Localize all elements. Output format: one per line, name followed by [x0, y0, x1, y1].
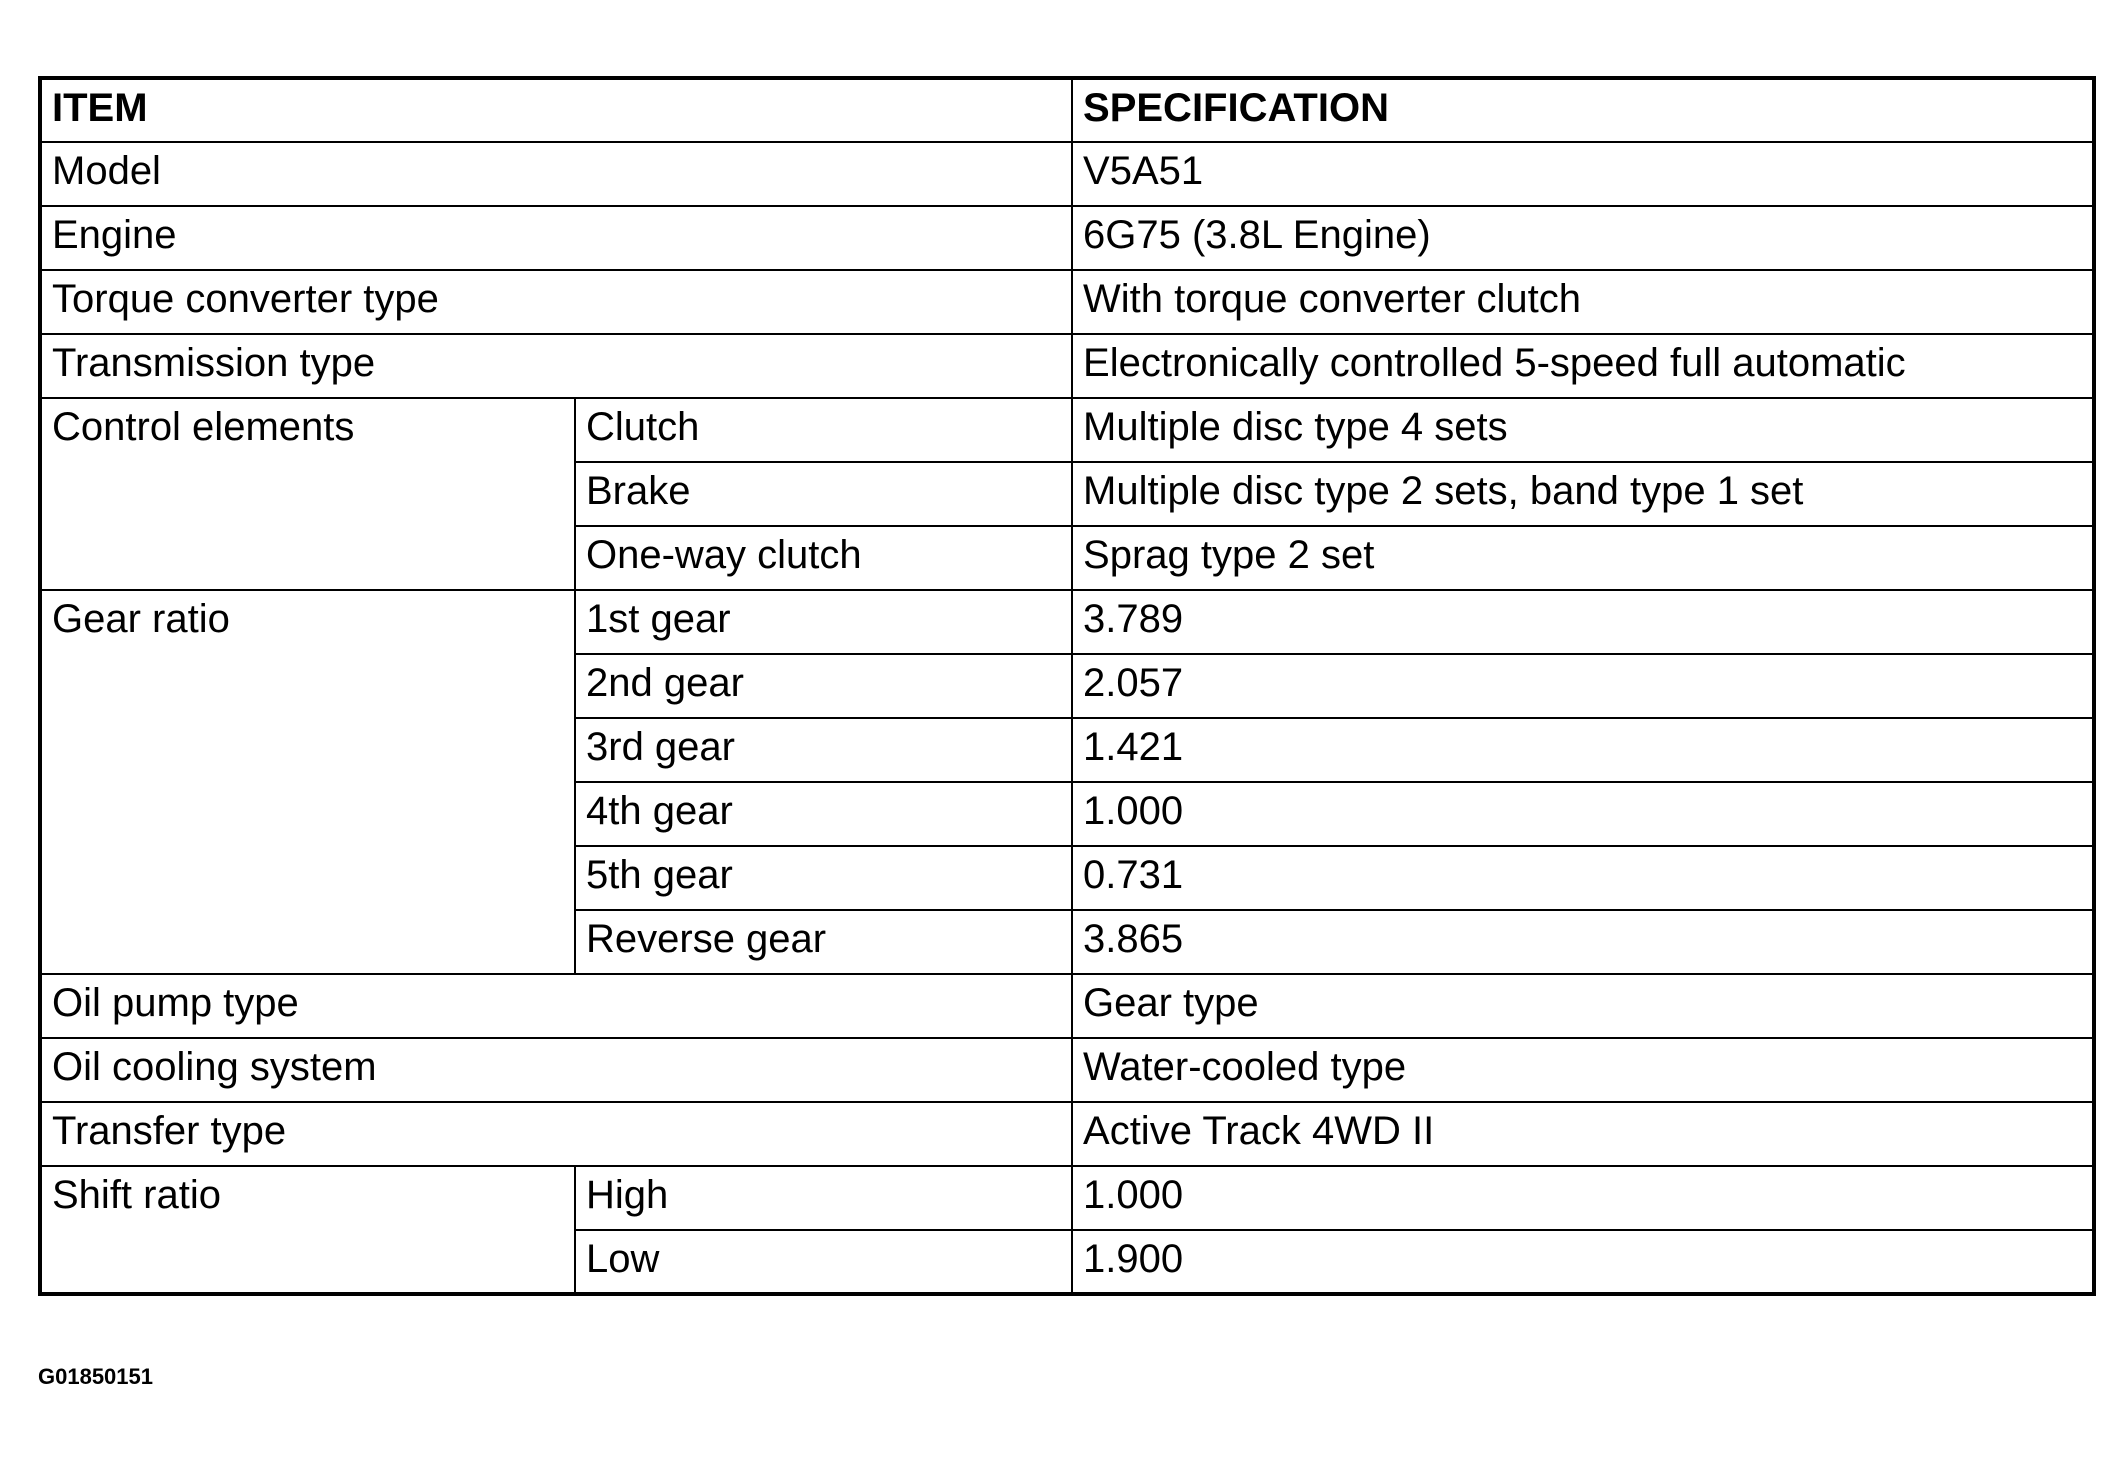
spec-cell: With torque converter clutch	[1072, 270, 2094, 334]
spec-cell: Electronically controlled 5-speed full automatic	[1072, 334, 2094, 398]
sub-item-cell: Clutch	[575, 398, 1072, 462]
sub-item-cell: 1st gear	[575, 590, 1072, 654]
spec-cell: 3.789	[1072, 590, 2094, 654]
item-cell: Oil pump type	[40, 974, 1072, 1038]
sub-item-cell: 3rd gear	[575, 718, 1072, 782]
item-cell: Oil cooling system	[40, 1038, 1072, 1102]
spec-cell: 1.000	[1072, 1166, 2094, 1230]
sub-item-cell: One-way clutch	[575, 526, 1072, 590]
item-cell: Transmission type	[40, 334, 1072, 398]
table-row	[40, 1166, 2094, 1230]
table-header-row	[40, 78, 2094, 142]
table-row	[40, 142, 2094, 206]
spec-cell: 2.057	[1072, 654, 2094, 718]
spec-cell: 1.000	[1072, 782, 2094, 846]
table-row	[40, 1102, 2094, 1166]
table-row	[40, 590, 2094, 654]
spec-cell: 6G75 (3.8L Engine)	[1072, 206, 2094, 270]
specification-table	[38, 76, 2096, 1296]
spec-cell: Sprag type 2 set	[1072, 526, 2094, 590]
spec-cell: Active Track 4WD II	[1072, 1102, 2094, 1166]
item-cell: Engine	[40, 206, 1072, 270]
spec-cell: 3.865	[1072, 910, 2094, 974]
group-item-cell: Control elements	[40, 398, 575, 590]
table-row	[40, 974, 2094, 1038]
spec-cell: 1.421	[1072, 718, 2094, 782]
table-row	[40, 334, 2094, 398]
figure-code: G01850151	[38, 1364, 153, 1389]
group-item-cell: Gear ratio	[40, 590, 575, 974]
spec-cell: Multiple disc type 4 sets	[1072, 398, 2094, 462]
sub-item-cell: Reverse gear	[575, 910, 1072, 974]
item-cell: Transfer type	[40, 1102, 1072, 1166]
header-item: ITEM	[40, 78, 1072, 142]
group-item-cell: Shift ratio	[40, 1166, 575, 1294]
spec-cell: 1.900	[1072, 1230, 2094, 1294]
table-row	[40, 398, 2094, 462]
sub-item-cell: 4th gear	[575, 782, 1072, 846]
spec-cell: Water-cooled type	[1072, 1038, 2094, 1102]
item-cell: Torque converter type	[40, 270, 1072, 334]
item-cell: Model	[40, 142, 1072, 206]
sub-item-cell: High	[575, 1166, 1072, 1230]
table-row	[40, 1038, 2094, 1102]
spec-cell: 0.731	[1072, 846, 2094, 910]
spec-cell: Multiple disc type 2 sets, band type 1 set	[1072, 462, 2094, 526]
table-row	[40, 270, 2094, 334]
spec-cell: V5A51	[1072, 142, 2094, 206]
sub-item-cell: 5th gear	[575, 846, 1072, 910]
sub-item-cell: Low	[575, 1230, 1072, 1294]
spec-cell: Gear type	[1072, 974, 2094, 1038]
sub-item-cell: 2nd gear	[575, 654, 1072, 718]
table-row	[40, 206, 2094, 270]
header-specification: SPECIFICATION	[1072, 78, 2094, 142]
sub-item-cell: Brake	[575, 462, 1072, 526]
